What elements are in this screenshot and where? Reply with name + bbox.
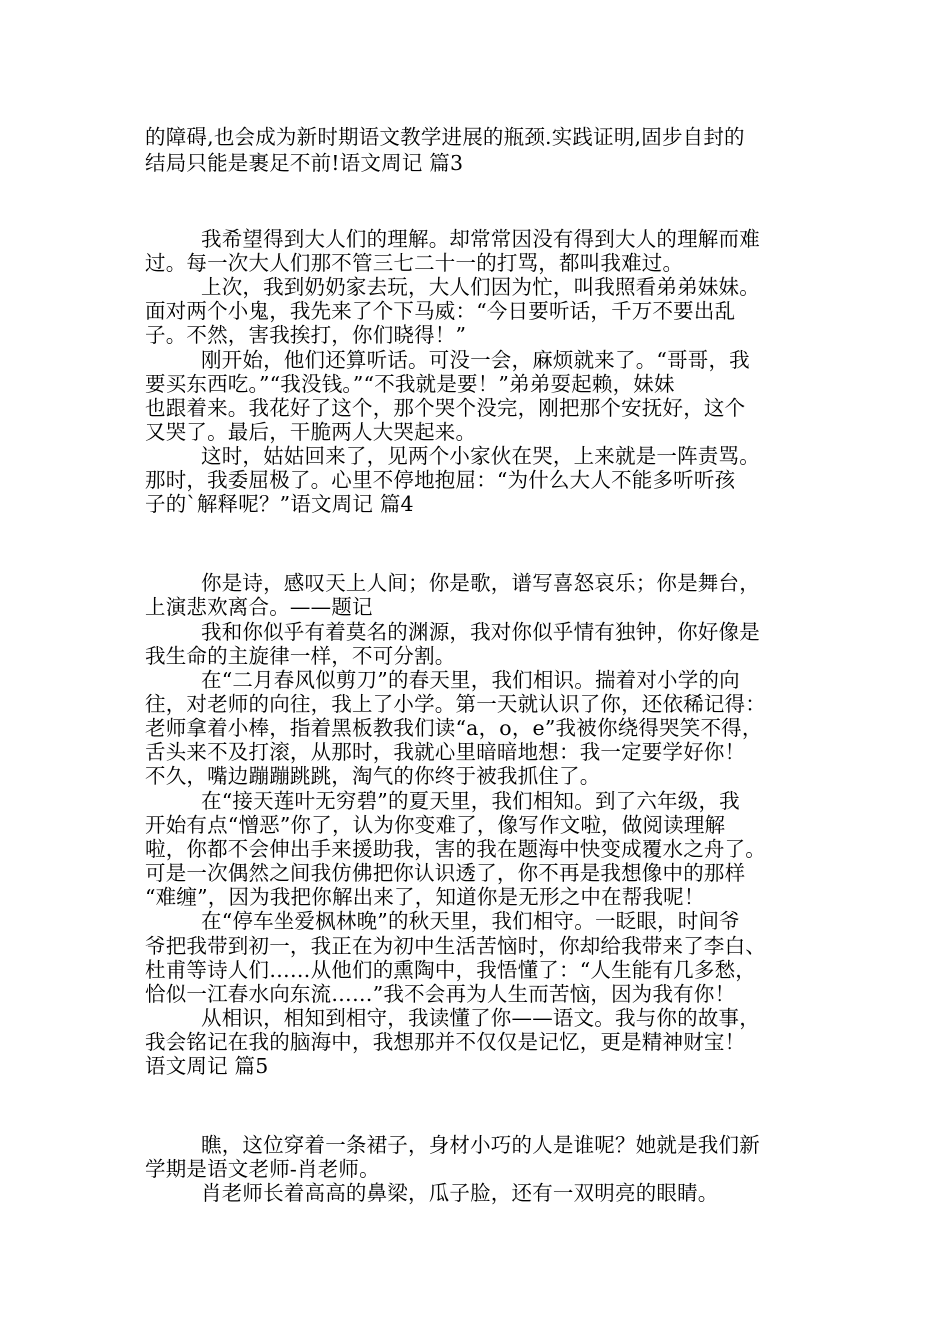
text-line: 又哭了。最后，干脆两人大哭起来。 [145, 420, 477, 444]
text-line: 面对两个小鬼，我先来了个下马威：“今日要听话，千万不要出乱 [145, 299, 736, 323]
text-line: 不久，嘴边蹦蹦跳跳，淘气的你终于被我抓住了。 [145, 764, 601, 788]
text-line: 也跟着来。我花好了这个，那个哭个没完，刚把那个安抚好，这个 [145, 396, 746, 420]
text-line: 开始有点“憎恶”你了，认为你变难了，像写作文啦，做阅读理解 [145, 813, 726, 837]
text-line: 的障碍,也会成为新时期语文教学进展的瓶颈.实践证明,固步自封的 [145, 125, 745, 149]
text-line: 那时，我委屈极了。心里不停地抱屈：“为什么大人不能多听听孩 [145, 468, 736, 492]
text-line: 在“二月春风似剪刀”的春天里，我们相识。揣着对小学的向 [201, 668, 740, 692]
text-line: 啦，你都不会伸出手来援助我，害的我在题海中快变成覆水之舟了。 [145, 837, 766, 861]
text-line: 从相识，相知到相守，我读懂了你——语文。我与你的故事， [201, 1006, 760, 1030]
text-line: 我希望得到大人们的理解。却常常因没有得到大人的理解而难 [201, 227, 760, 251]
text-line: 你是诗，感叹天上人间；你是歌，谱写喜怒哀乐；你是舞台， [201, 571, 760, 595]
text-line: 子的`解释呢？”语文周记 篇4 [145, 492, 414, 516]
text-line: 瞧，这位穿着一条裙子，身材小巧的人是谁呢？她就是我们新 [201, 1133, 760, 1157]
text-line: 可是一次偶然之间我仿佛把你认识透了，你不再是我想像中的那样 [145, 861, 746, 885]
text-line: 恰似一江春水向东流……”我不会再为人生而苦恼，因为我有你！ [145, 982, 736, 1006]
text-line: 老师拿着小棒，指着黑板教我们读“a，o，e”我被你绕得哭笑不得， [145, 716, 763, 740]
text-line: 我生命的主旋律一样，不可分割。 [145, 644, 456, 668]
text-line: 爷把我带到初一，我正在为初中生活苦恼时，你却给我带来了李白、 [145, 934, 766, 958]
text-line: 杜甫等诗人们……从他们的熏陶中，我悟懂了：“人生能有几多愁， [145, 958, 756, 982]
text-line: 上演悲欢离合。——题记 [145, 595, 373, 619]
text-line: 要买东西吃。”“我没钱。”“不我就是要！”弟弟耍起赖，妹妹 [145, 372, 675, 396]
text-line: 刚开始，他们还算听话。可没一会，麻烦就来了。“哥哥，我 [201, 348, 750, 372]
text-line: “难缠”，因为我把你解出来了，知道你是无形之中在帮我呢！ [145, 885, 705, 909]
text-line: 这时，姑姑回来了，见两个小家伙在哭，上来就是一阵责骂。 [201, 444, 760, 468]
text-line: 我会铭记在我的脑海中，我想那并不仅仅是记忆，更是精神财宝！ [145, 1030, 746, 1054]
text-line: 子。不然，害我挨打，你们晓得！” [145, 323, 467, 347]
text-line: 语文周记 篇5 [145, 1054, 269, 1078]
text-line: 结局只能是裹足不前!语文周记 篇3 [145, 151, 464, 175]
text-line: 往，对老师的向往，我上了小学。第一天就认识了你，还依稀记得： [145, 692, 766, 716]
text-line: 上次，我到奶奶家去玩，大人们因为忙，叫我照看弟弟妹妹。 [201, 275, 760, 299]
text-line: 过。每一次大人们那不管三七二十一的打骂，都叫我难过。 [145, 251, 684, 275]
text-line: 舌头来不及打滚，从那时，我就心里暗暗地想：我一定要学好你！ [145, 740, 746, 764]
text-line: 肖老师长着高高的鼻梁，瓜子脸，还有一双明亮的眼睛。 [201, 1181, 719, 1205]
text-line: 在“停车坐爱枫林晚”的秋天里，我们相守。一眨眼，时间爷 [201, 909, 740, 933]
text-line: 学期是语文老师-肖老师。 [145, 1157, 380, 1181]
text-line: 我和你似乎有着莫名的渊源，我对你似乎情有独钟，你好像是 [201, 620, 760, 644]
text-line: 在“接天莲叶无穷碧”的夏天里，我们相知。到了六年级，我 [201, 789, 740, 813]
